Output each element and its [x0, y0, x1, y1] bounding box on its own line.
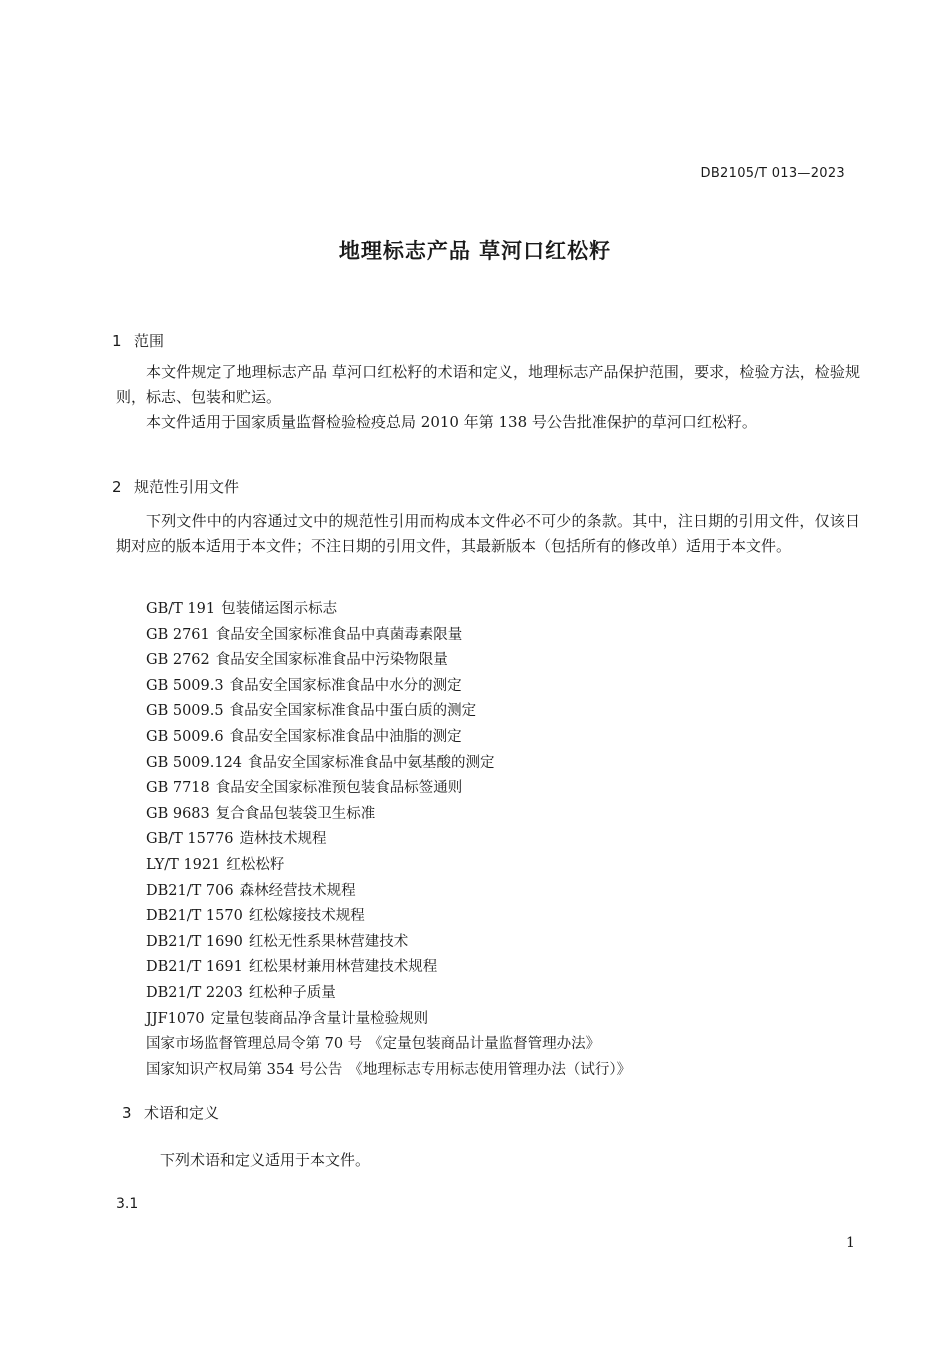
reference-title: 食品安全国家标准预包装食品标签通则 [215, 780, 463, 797]
reference-title: 红松无性系果林营建技术 [248, 933, 409, 950]
reference-title: 食品安全国家标准食品中蛋白质的测定 [229, 703, 477, 720]
normative-intro-paragraph: 下列文件中的内容通过文中的规范性引用而构成本文件必不可少的条款。其中，注日期的引用文件，仅该日期对应的版本适用于本文件；不注日期的引用文件，其最新版本（包括所有的修改单）适用于本文件。 [116, 512, 860, 555]
reference-title: 食品安全国家标准食品中氨基酸的测定 [248, 754, 495, 771]
reference-title: 包装储运图示标志 [221, 601, 338, 617]
reference-item [146, 955, 631, 981]
reference-code: 国家知识产权局第 354 号公告 [146, 1061, 343, 1078]
reference-code: GB 5009.6 [146, 728, 224, 745]
reference-code: GB 7718 [146, 780, 210, 797]
reference-title: 森林经营技术规程 [239, 882, 356, 899]
reference-item [146, 623, 631, 649]
section-2-heading [112, 476, 239, 497]
reference-item [146, 930, 631, 956]
reference-item [146, 904, 631, 930]
reference-code: GB 5009.124 [146, 754, 243, 771]
reference-code: GB 5009.3 [146, 677, 224, 694]
reference-code: GB/T 191 [146, 601, 216, 617]
reference-title: 红松松籽 [226, 856, 285, 873]
reference-item [146, 879, 631, 905]
reference-title: 《地理标志专用标志使用管理办法（试行）》 [348, 1061, 632, 1078]
reference-title: 红松嫁接技术规程 [248, 908, 365, 925]
reference-code: GB 2762 [146, 652, 210, 669]
section-number: 3 [122, 1104, 132, 1122]
reference-title: 食品安全国家标准食品中水分的测定 [229, 677, 462, 694]
section-3-heading [122, 1102, 219, 1123]
document-code: DB2105/T 013—2023 [700, 166, 845, 181]
reference-item [146, 648, 631, 674]
reference-item [146, 751, 631, 777]
subclause-number: 3.1 [116, 1196, 139, 1212]
reference-item [146, 699, 631, 725]
reference-item [146, 827, 631, 853]
reference-code: GB 9683 [146, 805, 210, 822]
reference-code: DB21/T 2203 [146, 984, 243, 1001]
page-number: 1 [846, 1235, 855, 1251]
reference-title: 红松种子质量 [248, 984, 336, 1001]
section-number: 2 [112, 478, 122, 496]
reference-title: 复合食品包装袋卫生标准 [215, 805, 376, 822]
reference-title: 食品安全国家标准食品中油脂的测定 [229, 728, 462, 745]
reference-code: LY/T 1921 [146, 856, 221, 873]
normative-reference-list [146, 597, 631, 1083]
section-title: 规范性引用文件 [134, 478, 240, 496]
reference-code: DB21/T 1570 [146, 908, 243, 925]
reference-item [146, 674, 631, 700]
reference-code: 国家市场监督管理总局令第 70 号 [146, 1036, 363, 1053]
section-title: 范围 [134, 332, 165, 350]
section-1-heading [112, 330, 164, 351]
reference-item [146, 776, 631, 802]
reference-item [146, 1007, 631, 1033]
reference-code: GB 5009.5 [146, 703, 224, 720]
scope-paragraph-2: 本文件适用于国家质量监督检验检疫总局 2010 年第 138 号公告批准保护的草河口红松籽。 [146, 413, 757, 431]
reference-title: 定量包装商品净含量计量检验规则 [210, 1010, 429, 1027]
terms-intro-paragraph: 下列术语和定义适用于本文件。 [160, 1151, 371, 1169]
reference-code: DB21/T 706 [146, 882, 234, 899]
reference-item [146, 1032, 631, 1058]
reference-item [146, 1058, 631, 1084]
reference-code: GB 2761 [146, 626, 210, 643]
reference-code: DB21/T 1690 [146, 933, 243, 950]
reference-title: 食品安全国家标准食品中污染物限量 [215, 652, 448, 669]
reference-item [146, 802, 631, 828]
reference-item [146, 725, 631, 751]
reference-title: 《定量包装商品计量监督管理办法》 [368, 1036, 601, 1053]
reference-item [146, 853, 631, 879]
document-title: 地理标志产品 草河口红松籽 [338, 239, 612, 263]
reference-code: DB21/T 1691 [146, 959, 243, 976]
reference-title: 食品安全国家标准食品中真菌毒素限量 [215, 626, 463, 643]
reference-code: GB/T 15776 [146, 831, 234, 848]
scope-paragraph-1: 本文件规定了地理标志产品 草河口红松籽的术语和定义，地理标志产品保护范围，要求，检验方法，检验规则，标志、包装和贮运。 [116, 363, 860, 406]
section-title: 术语和定义 [144, 1104, 220, 1122]
reference-item [146, 597, 631, 623]
reference-title: 造林技术规程 [239, 831, 327, 848]
section-number: 1 [112, 332, 122, 350]
reference-title: 红松果材兼用林营建技术规程 [248, 959, 438, 976]
reference-item [146, 981, 631, 1007]
reference-code: JJF1070 [146, 1010, 205, 1027]
